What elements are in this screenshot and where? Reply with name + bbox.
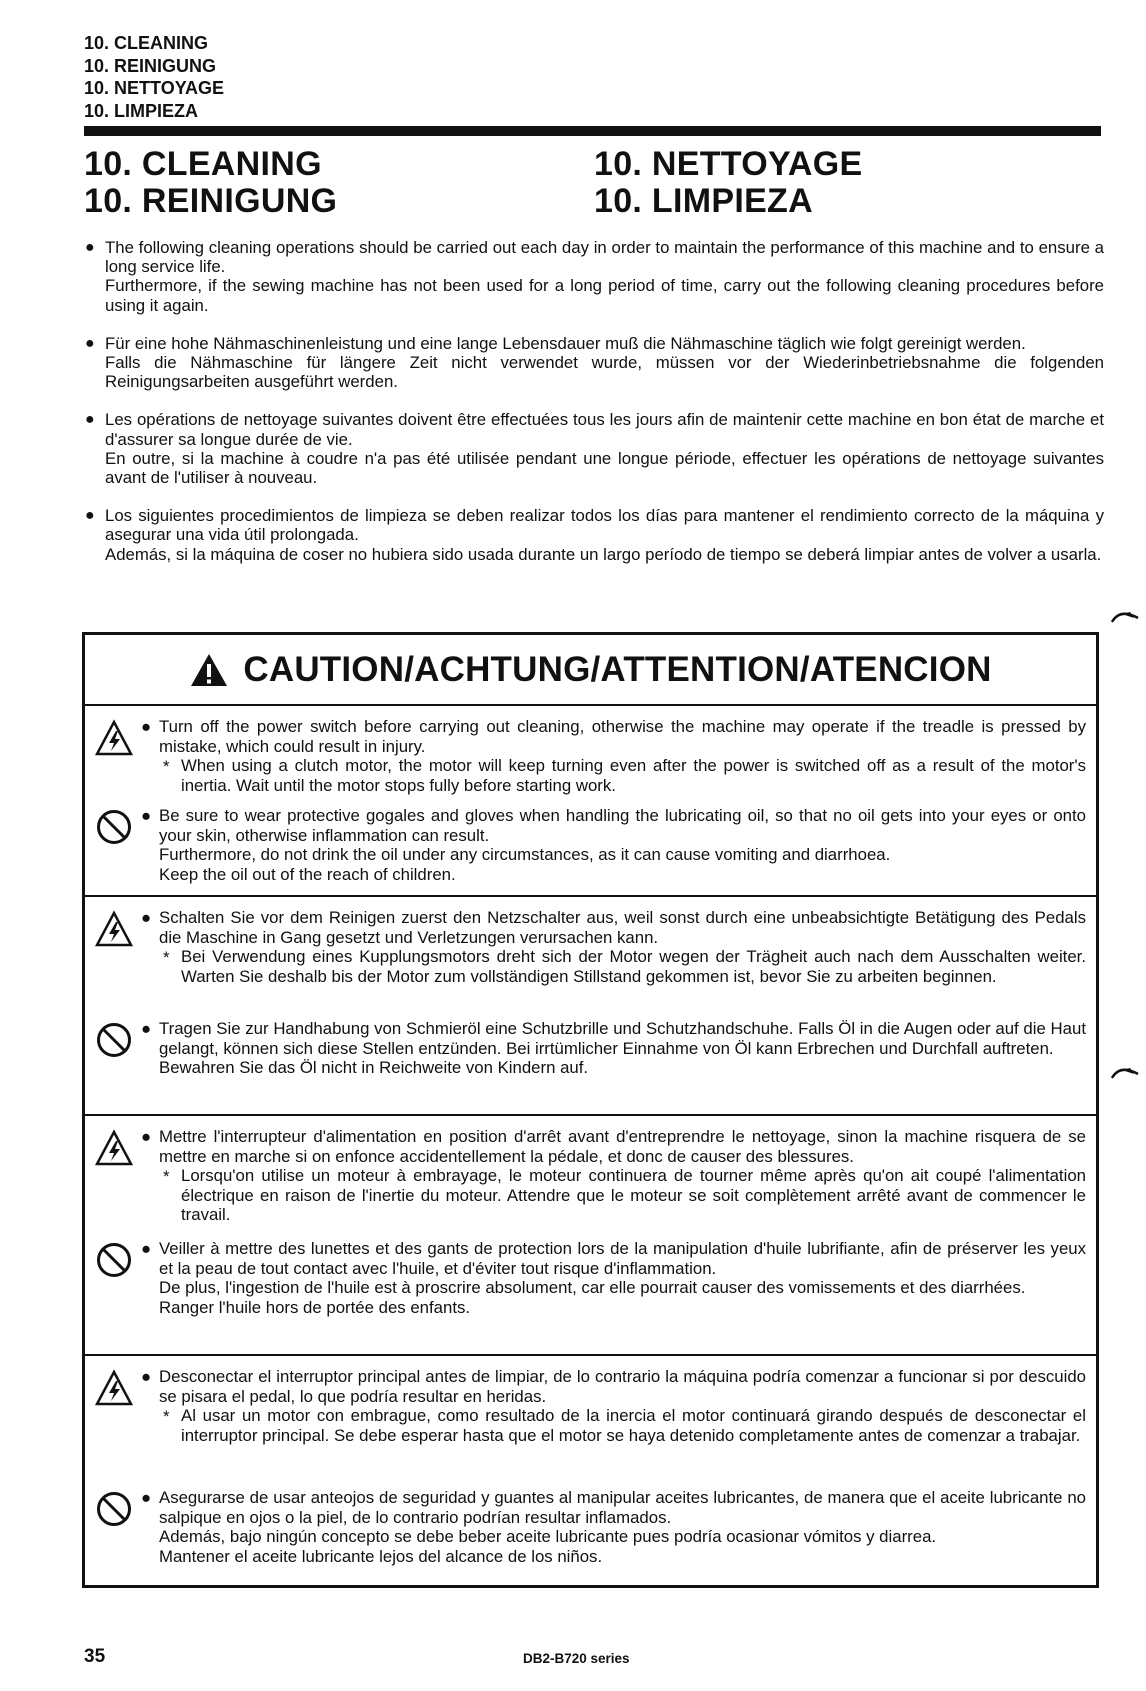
- warning-text-line: Furthermore, do not drink the oil under any circumstances, as it can cause vomiting and diarrhoea.: [159, 845, 891, 865]
- model-name: DB2-B720 series: [523, 1651, 630, 1666]
- bullet-icon: ●: [141, 1488, 152, 1507]
- bullet-icon: ●: [141, 1239, 152, 1258]
- electric-shock-warning-icon: [95, 719, 133, 757]
- caution-section-de: [85, 897, 1096, 1116]
- warning-text: [141, 806, 1086, 884]
- warning-text-line: De plus, l'ingestion de l'huile est à proscrire absolument, car elle pourrait causer des vomissements et des diarrhées.: [159, 1278, 1026, 1298]
- caution-section-en: [85, 706, 1096, 897]
- caution-title: CAUTION/ACHTUNG/ATTENTION/ATENCION: [243, 649, 992, 689]
- caution-section-fr: [85, 1116, 1096, 1356]
- caution-section-es: [85, 1356, 1096, 1585]
- warning-text: [141, 908, 1086, 986]
- section-title-left: [84, 146, 584, 220]
- running-header-line: 10. LIMPIEZA: [84, 100, 199, 121]
- warning-main: Veiller à mettre des lunettes et des gants de protection lors de la manipulation d'huile lubrifiante, afin de préserver les yeux et la peau de tout contact avec l'huile, et d'éviter tout risque d'inflammation.: [159, 1239, 1086, 1278]
- caution-box: [82, 632, 1099, 1588]
- prohibition-icon: [95, 808, 133, 846]
- page-title-es: 10. LIMPIEZA: [594, 182, 813, 220]
- warning-note: [159, 1406, 1086, 1445]
- intro-text: Les opérations de nettoyage suivantes doivent être effectuées tous les jours afin de maintenir cette machine en bon état de marche et d'assurer sa longue durée de vie.: [105, 410, 1104, 449]
- header-rule: [84, 126, 1101, 136]
- intro-item-de: [84, 334, 1104, 392]
- running-header: [84, 32, 224, 122]
- warning-text-line: Mantener el aceite lubricante lejos del alcance de los niños.: [159, 1546, 603, 1566]
- warning-note-text: When using a clutch motor, the motor will keep turning even after the power is switched off as a result of the motor's inertia. Wait until the motor stops fully before starting work.: [181, 756, 1086, 795]
- bullet-icon: ●: [141, 908, 152, 927]
- electric-shock-warning-icon: [95, 910, 133, 948]
- bullet-icon: ●: [85, 334, 95, 352]
- intro-text: The following cleaning operations should be carried out each day in order to maintain the performance of this machine and to ensure a long service life.: [105, 238, 1104, 277]
- bullet-icon: ●: [85, 239, 95, 256]
- bullet-icon: ●: [141, 806, 152, 825]
- bullet-icon: ●: [141, 1019, 152, 1038]
- asterisk-icon: *: [163, 948, 170, 968]
- bullet-icon: ●: [141, 717, 152, 736]
- warning-main: Turn off the power switch before carrying out cleaning, otherwise the machine may operate if the treadle is pressed by mistake, which could result in injury.: [159, 717, 1086, 756]
- caution-header: [85, 635, 1096, 706]
- warning-text-line: Bewahren Sie das Öl nicht in Reichweite von Kindern auf.: [159, 1058, 589, 1078]
- intro-list: [84, 238, 1104, 583]
- warning-text-line: Además, bajo ningún concepto se debe beber aceite lubricante pues podría ocasionar vómitos y diarrea.: [159, 1527, 937, 1547]
- electric-shock-warning-icon: [95, 1129, 133, 1167]
- intro-item-fr: [84, 410, 1104, 487]
- warning-text-line: Keep the oil out of the reach of children.: [159, 864, 456, 884]
- warning-main: Asegurarse de usar anteojos de seguridad y guantes al manipular aceites lubricantes, de manera que el aceite lubricante no salpique en ojos o la piel, de lo contrario podrían resultar inflamados.: [159, 1488, 1086, 1527]
- asterisk-icon: *: [163, 1167, 170, 1187]
- running-header-line: 10. CLEANING: [84, 33, 209, 53]
- section-title-right: [594, 146, 1094, 220]
- prohibition-icon: [95, 1241, 133, 1279]
- intro-text: En outre, si la machine à coudre n'a pas été utilisée pendant une longue période, effectuer les opérations de nettoyage suivantes avant de l'utiliser à nouveau.: [105, 448, 1104, 488]
- bullet-icon: ●: [141, 1367, 152, 1386]
- warning-text: [141, 1239, 1086, 1317]
- intro-text: Los siguientes procedimientos de limpieza se deben realizar todos los días para mantener el rendimiento correcto de la máquina y asegurar una vida útil prolongada.: [105, 506, 1104, 545]
- warning-note: [159, 947, 1086, 986]
- intro-text: Falls die Nähmaschine für längere Zeit nicht verwendet wurde, müssen vor der Wiederinbetriebsnahme die folgenden Reinigungsarbeiten ausgeführt werden.: [105, 353, 1104, 392]
- warning-text: [141, 1019, 1086, 1078]
- warning-text-line: Ranger l'huile hors de portée des enfants.: [159, 1297, 471, 1317]
- prohibition-icon: [95, 1021, 133, 1059]
- warning-note-text: Bei Verwendung eines Kupplungsmotors dreht sich der Motor wegen der Trägheit auch nach dem Ausschalten weiter. Warten Sie deshalb bis der Motor zum vollständigen Stillstand gekommen ist, bevor Sie zu arbeiten beginnen.: [181, 947, 1086, 986]
- warning-main: Tragen Sie zur Handhabung von Schmieröl eine Schutzbrille und Schutzhandschuhe. Falls Öl in die Augen oder auf die Haut gelangt, können sich diese Stellen entzünden. Bei irrtümlicher Einnahme von Öl kann Erbrechen und Durchfall auftreten.: [159, 1019, 1086, 1058]
- bullet-icon: ●: [141, 1127, 152, 1146]
- warning-main: Desconectar el interruptor principal antes de limpiar, de lo contrario la máquina podría comenzar a funcionar si por descuido se pisara el pedal, lo que podría resultar en heridas.: [159, 1367, 1086, 1406]
- warning-text: [141, 1127, 1086, 1225]
- warning-main: Be sure to wear protective gogales and gloves when handling the lubricating oil, so that no oil gets into your eyes or onto your skin, otherwise inflammation can result.: [159, 806, 1086, 845]
- warning-note: [159, 1166, 1086, 1225]
- page-number: 35: [84, 1646, 106, 1667]
- warning-main: Mettre l'interrupteur d'alimentation en position d'arrêt avant d'entreprendre le nettoyage, sinon la machine risquera de se mettre en marche si on enfonce accidentellement la pédale, et donc de causer des blessures.: [159, 1127, 1086, 1166]
- intro-text: Además, si la máquina de coser no hubiera sido usada durante un largo período de tiempo se deberá limpiar antes de volver a usarla.: [105, 544, 1102, 564]
- page-title-de: 10. REINIGUNG: [84, 182, 338, 220]
- intro-item-es: [84, 506, 1104, 564]
- warning-text: [141, 1488, 1086, 1566]
- intro-text: Für eine hohe Nähmaschinenleistung und eine lange Lebensdauer muß die Nähmaschine täglich wie folgt gereinigt werden.: [105, 333, 1026, 353]
- oil-drop-mark-icon: [1110, 606, 1142, 624]
- asterisk-icon: *: [163, 1407, 170, 1427]
- caution-triangle-icon: [189, 652, 229, 688]
- warning-main: Schalten Sie vor dem Reinigen zuerst den Netzschalter aus, weil sonst durch eine unbeabsichtigte Betätigung des Pedals die Maschine in Gang gesetzt und Verletzungen verursachen kann.: [159, 908, 1086, 947]
- warning-note-text: Lorsqu'on utilise un moteur à embrayage, le moteur continuera de tourner même après qu'on ait coupé l'alimentation électrique en raison de l'inertie du moteur. Attendre que le moteur se soit complètement arrêté avant de commencer le travail.: [181, 1166, 1086, 1225]
- oil-drop-mark-icon: [1110, 1062, 1142, 1080]
- asterisk-icon: *: [163, 757, 170, 777]
- running-header-line: 10. REINIGUNG: [84, 55, 217, 76]
- warning-text: [141, 717, 1086, 795]
- intro-text: Furthermore, if the sewing machine has not been used for a long period of time, carry out the following cleaning procedures before using it again.: [105, 276, 1104, 315]
- electric-shock-warning-icon: [95, 1369, 133, 1407]
- bullet-icon: ●: [85, 411, 95, 429]
- warning-text: [141, 1367, 1086, 1445]
- running-header-line: 10. NETTOYAGE: [84, 78, 225, 98]
- warning-note-text: Al usar un motor con embrague, como resultado de la inercia el motor continuará girando después de desconectar el interruptor principal. Se debe esperar hasta que el motor se haya detenido completamente antes de comenzar a trabajar.: [181, 1406, 1086, 1445]
- warning-note: [159, 756, 1086, 795]
- page-title-en: 10. CLEANING: [84, 145, 322, 183]
- prohibition-icon: [95, 1490, 133, 1528]
- bullet-icon: ●: [85, 507, 95, 525]
- intro-item-en: [84, 238, 1104, 315]
- page-title-fr: 10. NETTOYAGE: [594, 145, 863, 183]
